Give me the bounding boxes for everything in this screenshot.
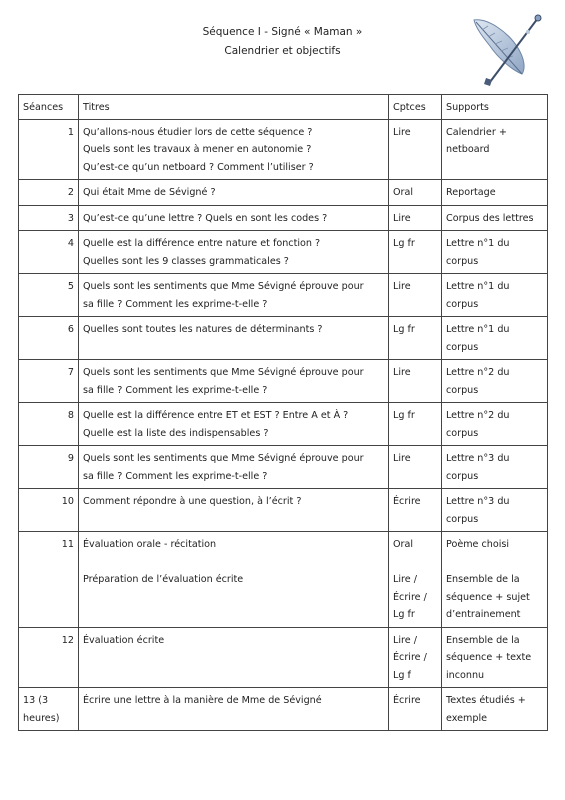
cptces-cell-line: Lire (393, 453, 411, 464)
table-row (19, 489, 548, 532)
supports-cell-line: Poème choisi (446, 539, 510, 550)
table-row (19, 274, 548, 317)
table-row (19, 532, 548, 628)
cptces-cell-line: Écrire (393, 695, 421, 706)
cptces-cell-line: Écrire / (393, 591, 427, 603)
cptces-cell (389, 180, 442, 206)
supports-cell (442, 627, 548, 688)
cptces-cell (389, 274, 442, 317)
titre-cell-line: Comment répondre à une question, à l’écrit ? (83, 496, 302, 507)
cptces-cell-line: Lire (393, 281, 411, 292)
supports-cell-line: Corpus des lettres (446, 212, 534, 224)
supports-cell-line: Ensemble de la (446, 634, 520, 646)
table-row (19, 360, 548, 403)
supports-cell-line: Lettre n°1 du (446, 281, 510, 292)
table-row (19, 180, 548, 206)
titre-cell-line: Quels sont les sentiments que Mme Sévigné éprouve pour (83, 367, 364, 378)
cptces-cell-line: Oral (393, 187, 414, 198)
cptces-cell-line: Lg f (393, 669, 411, 681)
cptces-cell-line: Lire (393, 212, 411, 224)
supports-cell-line: inconnu (446, 669, 485, 681)
cptces-cell-line: Lire / (393, 574, 417, 585)
titre-cell-line: sa fille ? Comment les exprime-t-elle ? (83, 384, 268, 396)
seance-number: 8 (19, 403, 79, 446)
seance-number: 10 (19, 489, 79, 532)
cptces-cell (389, 627, 442, 688)
seance-number: 11 (19, 532, 79, 628)
supports-cell (442, 274, 548, 317)
titre-cell (79, 119, 389, 180)
titre-cell-line: Évaluation écrite (83, 634, 165, 646)
table-row (19, 231, 548, 274)
supports-cell (442, 317, 548, 360)
table-row (19, 627, 548, 688)
cptces-cell (389, 231, 442, 274)
seance-number: 2 (19, 180, 79, 206)
supports-cell (442, 180, 548, 206)
supports-cell (442, 532, 548, 628)
table-row (19, 119, 548, 180)
titre-cell (79, 317, 389, 360)
titre-cell (79, 205, 389, 231)
title-line-2: Calendrier et objectifs (224, 45, 341, 57)
supports-cell-line: Calendrier + (446, 126, 507, 138)
titre-cell-line: Quelle est la différence entre nature et fonction ? (83, 238, 321, 249)
seance-number: 6 (19, 317, 79, 360)
titre-cell-line: Qu’allons-nous étudier lors de cette séquence ? (83, 126, 313, 138)
titre-cell (79, 446, 389, 489)
titre-cell (79, 532, 389, 628)
titre-cell-line: Quelles sont toutes les natures de déterminants ? (83, 324, 323, 335)
titre-cell (79, 231, 389, 274)
titre-cell-line: Quels sont les sentiments que Mme Sévigné éprouve pour (83, 281, 364, 292)
cptces-cell (389, 532, 442, 628)
titre-cell (79, 274, 389, 317)
cptces-cell (389, 489, 442, 532)
header-supports: Supports (442, 95, 548, 120)
cptces-cell-line: Oral (393, 539, 414, 550)
table-row (19, 317, 548, 360)
titre-cell-line: Évaluation orale - récitation (83, 539, 217, 550)
supports-cell-line: Reportage (446, 187, 496, 198)
titre-cell-line (83, 554, 384, 572)
titre-cell-line: Écrire une lettre à la manière de Mme de Sévigné (83, 695, 322, 706)
supports-cell (442, 119, 548, 180)
table-row (19, 688, 548, 731)
titre-cell-line: Préparation de l’évaluation écrite (83, 574, 244, 585)
supports-cell (442, 403, 548, 446)
header-titres: Titres (79, 95, 389, 120)
supports-cell (442, 446, 548, 489)
supports-cell-line: exemple (446, 712, 488, 724)
titre-cell (79, 180, 389, 206)
title-line-1: Séquence I - Signé « Maman » (202, 26, 363, 38)
cptces-cell-line: Lire / (393, 634, 417, 646)
titre-cell (79, 360, 389, 403)
supports-cell-line: netboard (446, 144, 490, 155)
seance-number: 4 (19, 231, 79, 274)
titre-cell-line: Quels sont les travaux à mener en autonomie ? (83, 144, 312, 155)
header-seances: Séances (19, 95, 79, 120)
cptces-cell (389, 688, 442, 731)
seance-number: 9 (19, 446, 79, 489)
supports-cell (442, 688, 548, 731)
cptces-cell (389, 205, 442, 231)
titre-cell (79, 688, 389, 731)
supports-cell-line: corpus (446, 513, 479, 525)
supports-cell-line: séquence + sujet (446, 591, 530, 603)
supports-cell-line: Lettre n°3 du (446, 453, 510, 464)
supports-cell-line: séquence + texte (446, 652, 532, 663)
table-row (19, 205, 548, 231)
sequence-table (18, 94, 548, 731)
supports-cell (442, 489, 548, 532)
seance-number: 3 (19, 205, 79, 231)
table-header-row (19, 95, 548, 120)
seance-number: 1 (19, 119, 79, 180)
cptces-cell-line (393, 554, 437, 572)
titre-cell-line: Quels sont les sentiments que Mme Sévigné éprouve pour (83, 453, 364, 464)
supports-cell-line: corpus (446, 384, 479, 396)
supports-cell-line: Lettre n°2 du (446, 367, 510, 378)
supports-cell-line: Lettre n°1 du (446, 324, 510, 335)
supports-cell-line: Lettre n°2 du (446, 410, 510, 421)
titre-cell-line: Quelles sont les 9 classes grammaticales ? (83, 255, 289, 267)
quill-pen-icon (468, 12, 548, 90)
supports-cell-line: corpus (446, 341, 479, 353)
supports-cell-line: Lettre n°1 du (446, 238, 510, 249)
titre-cell-line: Qui était Mme de Sévigné ? (83, 187, 216, 198)
cptces-cell-line: Lire (393, 367, 411, 378)
cptces-cell-line: Écrire (393, 496, 421, 507)
seance-number: 12 (19, 627, 79, 688)
cptces-cell-line: Lire (393, 126, 411, 138)
supports-cell-line (446, 554, 543, 572)
supports-cell-line: Textes étudiés + (446, 695, 526, 706)
cptces-cell (389, 446, 442, 489)
table-row (19, 446, 548, 489)
cptces-cell (389, 317, 442, 360)
cptces-cell-line: Lg fr (393, 238, 415, 249)
supports-cell-line: corpus (446, 427, 479, 439)
supports-cell-line: corpus (446, 470, 479, 482)
titre-cell (79, 489, 389, 532)
seance-number: 7 (19, 360, 79, 403)
titre-cell-line: Qu’est-ce qu’un netboard ? Comment l’utiliser ? (83, 161, 314, 173)
supports-cell (442, 205, 548, 231)
cptces-cell (389, 360, 442, 403)
titre-cell-line: Quelle est la liste des indispensables ? (83, 427, 269, 439)
cptces-cell (389, 403, 442, 446)
cptces-cell-line: Lg fr (393, 609, 415, 620)
supports-cell-line: Lettre n°3 du (446, 496, 510, 507)
supports-cell-line: d’entrainement (446, 609, 521, 620)
supports-cell-line: Ensemble de la (446, 574, 520, 585)
cptces-cell (389, 119, 442, 180)
titre-cell-line: Qu’est-ce qu’une lettre ? Quels en sont les codes ? (83, 212, 328, 224)
seance-number: 5 (19, 274, 79, 317)
titre-cell (79, 627, 389, 688)
supports-cell-line: corpus (446, 255, 479, 267)
titre-cell-line: sa fille ? Comment les exprime-t-elle ? (83, 298, 268, 310)
table-row (19, 403, 548, 446)
cptces-cell-line: Lg fr (393, 410, 415, 421)
seance-number: 13 (3 heures) (19, 688, 79, 731)
supports-cell-line: corpus (446, 298, 479, 310)
supports-cell (442, 231, 548, 274)
titre-cell-line: Quelle est la différence entre ET et EST ? Entre A et À ? (83, 410, 349, 421)
cptces-cell-line: Lg fr (393, 324, 415, 335)
cptces-cell-line: Écrire / (393, 652, 427, 663)
titre-cell-line: sa fille ? Comment les exprime-t-elle ? (83, 470, 268, 482)
supports-cell (442, 360, 548, 403)
titre-cell (79, 403, 389, 446)
header-cptces: Cptces (389, 95, 442, 120)
